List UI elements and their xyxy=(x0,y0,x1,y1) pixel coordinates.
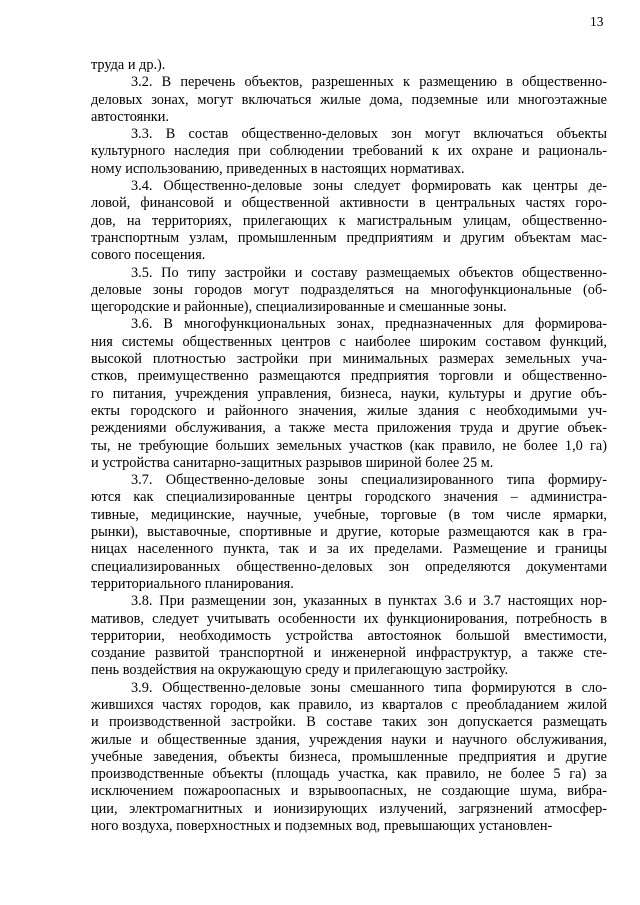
paragraph-3-5 xyxy=(91,265,607,317)
text-line: ции, электромагнитных и ионизирующих излучений, загрязнений атмосфер- xyxy=(91,800,607,817)
text-line: ловой, финансовой и общественной активности в центральных частях горо- xyxy=(91,195,607,212)
paragraph-3-9 xyxy=(91,680,607,836)
paragraph-cont xyxy=(91,57,607,74)
text-line: стков, преимущественно размещаются предприятия торговли и общественно- xyxy=(91,368,607,385)
text-line: территории, необходимость устройства автостоянок большой вместимости, xyxy=(91,627,607,644)
text-line: учебные заведения, объекты бизнеса, промышленные предприятия и другие xyxy=(91,748,607,765)
text-line: 3.3. В состав общественно-деловых зон могут включаться объекты xyxy=(131,126,607,143)
text-line: пень воздействия на окружающую среду и прилегающую застройку. xyxy=(91,662,509,679)
page-number: 13 xyxy=(590,14,604,29)
text-line: рынки), выставочные, спортивные и другие, которые размещаются как в гра- xyxy=(91,524,607,541)
text-line: 3.9. Общественно-деловые зоны смешанного типа формируются в сло- xyxy=(131,679,607,696)
text-line: высокой плотностью застройки при минимальных размерах земельных уча- xyxy=(91,351,607,368)
paragraph-3-6 xyxy=(91,316,607,472)
text-line: деловые зоны городов могут подразделяться на многофункциональные (об- xyxy=(91,281,607,298)
text-line: автостоянки. xyxy=(91,108,169,125)
text-line: и производственной застройки. В составе таких зон допускается размещать xyxy=(91,714,607,731)
text-line: го питания, учреждения управления, бизнеса, науки, культуры и другие объ- xyxy=(91,385,607,402)
text-line: жившихся частях городов, как правило, из кварталов с преобладанием жилой xyxy=(91,696,607,713)
paragraph-3-4 xyxy=(91,178,607,264)
text-line: дов, на территориях, прилегающих к магистральным улицам, общественно- xyxy=(91,212,607,229)
text-line: мативов, следует учитывать особенности их функционирования, потребность в xyxy=(91,610,607,627)
text-line: 3.6. В многофункциональных зонах, предназначенных для формирова- xyxy=(131,316,607,333)
text-line: ницах населенного пункта, так и за их пределами. Размещение и границы xyxy=(91,541,607,558)
text-line: специализированных общественно-деловых зон определяются документами xyxy=(91,558,607,575)
text-line: территориального планирования. xyxy=(91,575,294,592)
text-line: 3.2. В перечень объектов, разрешенных к размещению в общественно- xyxy=(131,74,607,91)
text-line: жилые и общественные здания, учреждения науки и научного обслуживания, xyxy=(91,731,607,748)
text-line: ному использованию, приведенных в настоящих нормативах. xyxy=(91,160,465,177)
text-line: создание развитой транспортной и инженерной инфраструктур, а также сте- xyxy=(91,645,607,662)
text-line: 3.8. При размещении зон, указанных в пунктах 3.6 и 3.7 настоящих нор- xyxy=(131,593,607,610)
text-line: 3.7. Общественно-деловые зоны специализированного типа формиру- xyxy=(131,472,607,489)
text-line: щегородские и районные), специализированные и смешанные зоны. xyxy=(91,299,507,316)
text-line: 3.5. По типу застройки и составу размещаемых объектов общественно- xyxy=(131,264,607,281)
text-line: 3.4. Общественно-деловые зоны следует формировать как центры де- xyxy=(131,178,607,195)
text-line: труда и др.). xyxy=(91,57,166,73)
text-line: ного воздуха, поверхностных и подземных вод, превышающих установлен- xyxy=(91,818,553,835)
text-line: деловых зонах, могут включаться жилые дома, подземные или многоэтажные xyxy=(91,91,607,108)
document-body xyxy=(91,57,607,835)
text-line: ния системы общественных центров с наиболее широким составом функций, xyxy=(91,333,607,350)
text-line: екты городского и районного значения, жилые здания с необходимыми уч- xyxy=(91,402,607,419)
text-line: культурного наследия при соблюдении требований к их охране и рациональ- xyxy=(91,143,607,160)
paragraph-3-8 xyxy=(91,593,607,679)
paragraph-3-2 xyxy=(91,74,607,126)
paragraph-3-7 xyxy=(91,472,607,593)
text-line: и устройства санитарно-защитных разрывов шириной более 25 м. xyxy=(91,454,494,471)
paragraph-3-3 xyxy=(91,126,607,178)
text-line: ты, не требующие больших земельных участков (как правило, не более 1,0 га) xyxy=(91,437,607,454)
text-line: тивные, медицинские, научные, учебные, торговые (в том числе ярмарки, xyxy=(91,506,607,523)
text-line: реждениями обслуживания, а также места приложения труда и другие объек- xyxy=(91,420,607,437)
text-line: производственные объекты (площадь участка, как правило, не более 5 га) за xyxy=(91,766,607,783)
text-line: сового посещения. xyxy=(91,247,206,264)
text-line: исключением пожароопасных и взрывоопасных, не создающие шума, вибра- xyxy=(91,783,607,800)
text-line: транспортным узлам, промышленным предприятиям и другим объектам мас- xyxy=(91,229,607,246)
text-line: ются как специализированные центры городского значения – администра- xyxy=(91,489,607,506)
